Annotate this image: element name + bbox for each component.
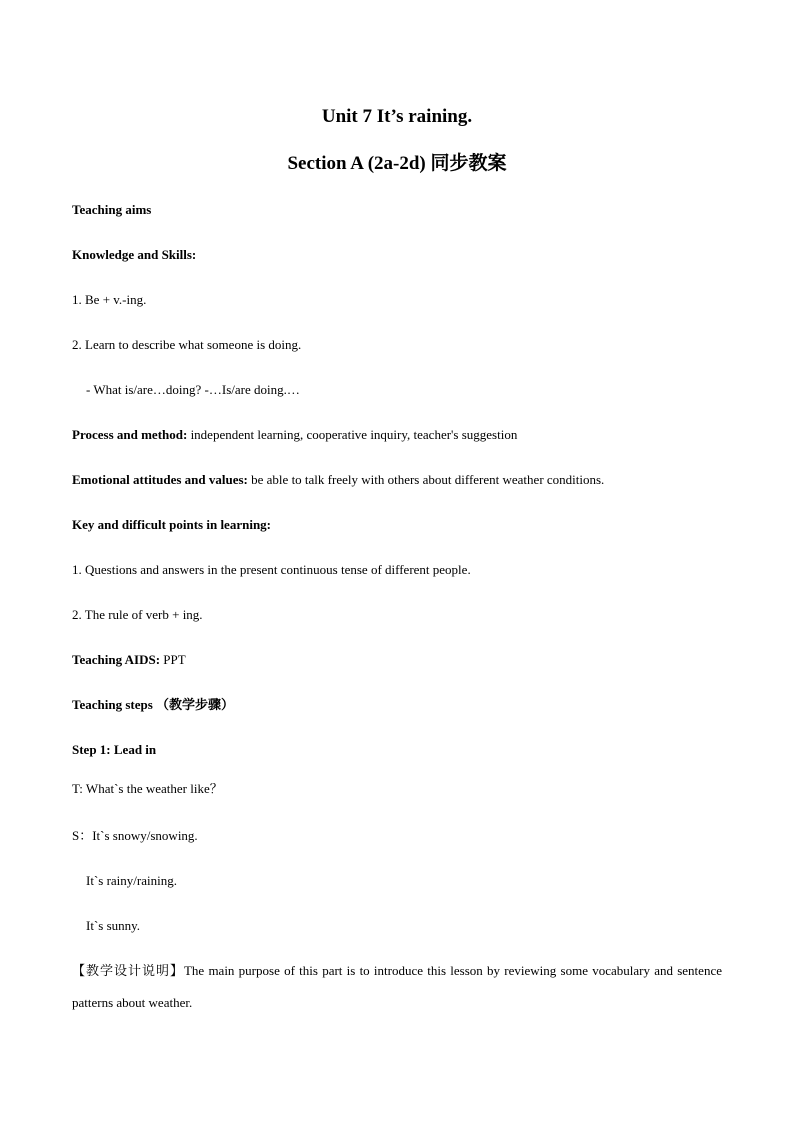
knowledge-item: 1. Be + v.-ing. (72, 292, 147, 307)
section-title: Section A (2a-2d) 同步教案 (287, 153, 507, 174)
key-points-heading: Key and difficult points in learning: (72, 517, 271, 532)
teaching-aims-heading: Teaching aims (72, 202, 152, 217)
knowledge-item: - What is/are…doing? -…Is/are doing.… (86, 382, 300, 397)
emotional-attitudes-text: be able to talk freely with others about different weather conditions. (247, 472, 605, 487)
dialogue-line: S：It`s snowy/snowing. (72, 828, 198, 843)
design-note-text: The main purpose of this part is to introduce this lesson by reviewing some vocabulary and sentence patterns about weather. (72, 963, 722, 1010)
dialogue-line: It`s rainy/raining. (86, 873, 177, 888)
process-method-line (72, 427, 732, 443)
emotional-attitudes-label: Emotional attitudes and values: (72, 472, 248, 487)
dialogue-line: T: What`s the weather like？ (72, 781, 223, 796)
teaching-aids-line (72, 652, 732, 668)
emotional-attitudes-line (72, 472, 732, 488)
knowledge-item: 2. Learn to describe what someone is doing. (72, 337, 302, 352)
process-method-label: Process and method: (72, 427, 188, 442)
design-note-paragraph (72, 955, 722, 1019)
step1-heading: Step 1: Lead in (72, 742, 157, 757)
key-point-item: 1. Questions and answers in the present continuous tense of different people. (72, 562, 471, 577)
knowledge-skills-heading: Knowledge and Skills: (72, 247, 197, 262)
teaching-aids-label: Teaching AIDS: (72, 652, 161, 667)
teaching-steps-heading: Teaching steps （教学步骤） (72, 697, 235, 712)
unit-title: Unit 7 It’s raining. (321, 106, 473, 127)
teaching-aids-text: PPT (160, 652, 186, 667)
process-method-text: independent learning, cooperative inquiry, teacher's suggestion (187, 427, 518, 442)
dialogue-line: It`s sunny. (86, 918, 141, 933)
design-note-label: 【教学设计说明】 (72, 963, 184, 978)
key-point-item: 2. The rule of verb + ing. (72, 607, 203, 622)
